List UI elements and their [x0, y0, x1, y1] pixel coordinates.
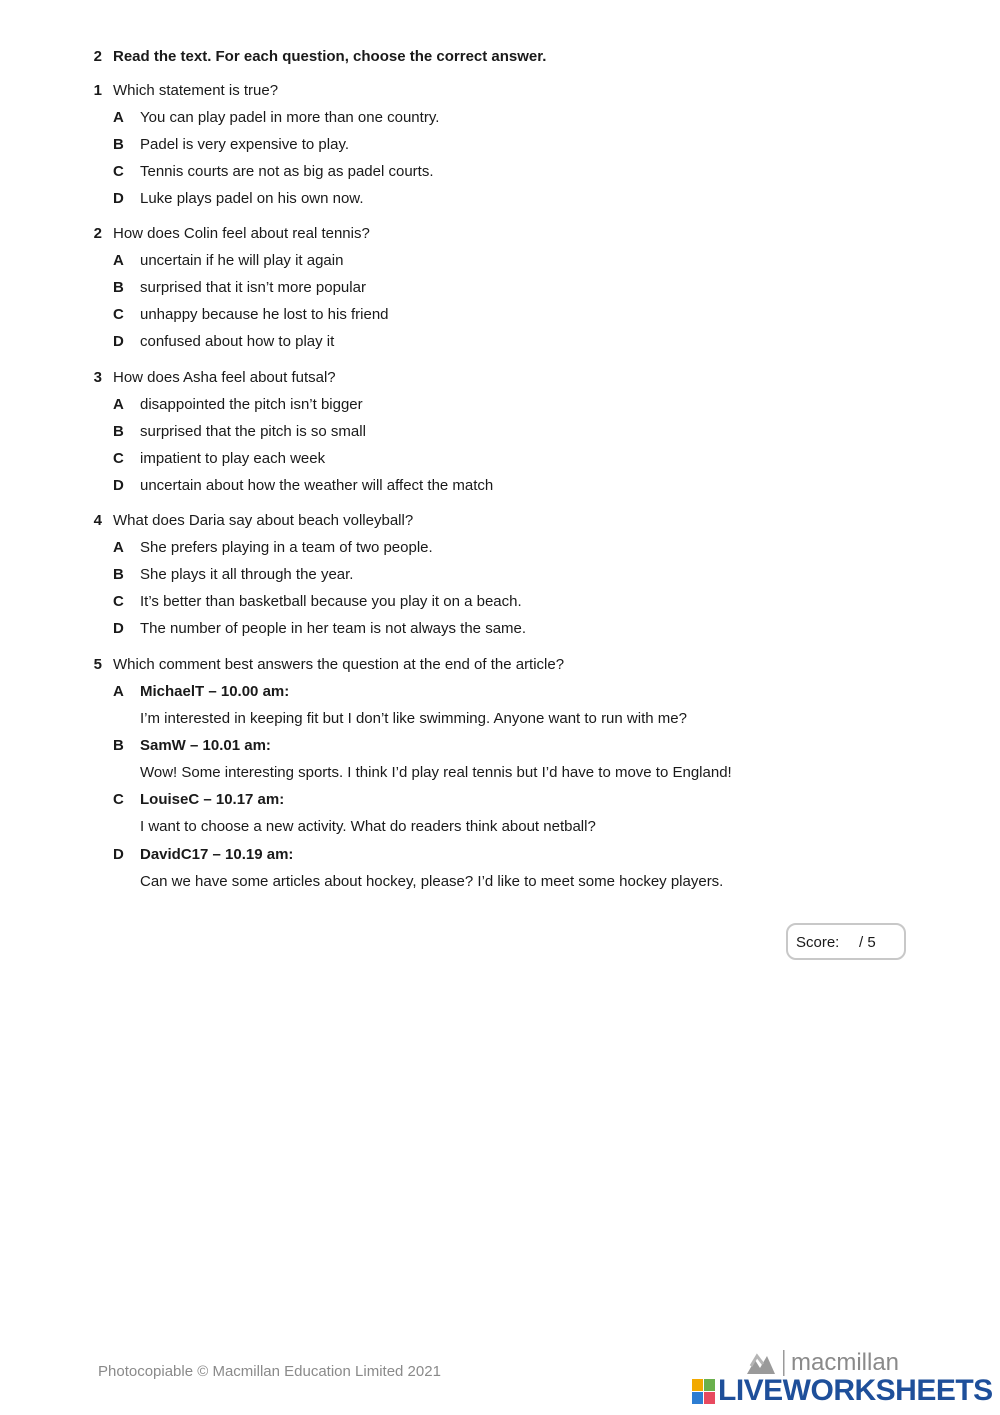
comment-text: I’m interested in keeping fit but I don’t like swimming. Anyone want to run with me? [140, 710, 687, 727]
question-number: 5 [93, 656, 102, 673]
option-letter: B [113, 279, 124, 296]
score-total: / 5 [859, 934, 876, 951]
comment-author: LouiseC – 10.17 am: [140, 791, 285, 808]
option-text: Tennis courts are not as big as padel courts. [140, 163, 434, 180]
option-letter: A [113, 539, 124, 556]
option-letter: A [113, 683, 124, 700]
option-letter: B [113, 566, 124, 583]
option-text: surprised that the pitch is so small [140, 423, 366, 440]
option-letter: A [113, 252, 124, 269]
option-letter: B [113, 423, 124, 440]
option-letter: D [113, 846, 124, 863]
option-text: Padel is very expensive to play. [140, 136, 349, 153]
option-text: surprised that it isn’t more popular [140, 279, 366, 296]
option-letter: D [113, 620, 124, 637]
option-letter: D [113, 333, 124, 350]
option-text: uncertain if he will play it again [140, 252, 344, 269]
option-text: uncertain about how the weather will affect the match [140, 477, 494, 494]
comment-text: Wow! Some interesting sports. I think I’d play real tennis but I’d have to move to England! [140, 764, 732, 781]
option-letter: B [113, 737, 124, 754]
exercise-instruction: Read the text. For each question, choose the correct answer. [113, 48, 547, 65]
option-letter: C [113, 450, 124, 467]
question-text: What does Daria say about beach volleyball? [113, 512, 414, 529]
score-label: Score: [796, 934, 840, 951]
comment-author: DavidC17 – 10.19 am: [140, 846, 294, 863]
liveworksheets-text: LIVEWORKSHEETS [718, 1374, 993, 1407]
question-text: How does Asha feel about futsal? [113, 369, 336, 386]
option-letter: D [113, 190, 124, 207]
question-number: 2 [93, 225, 102, 242]
option-letter: A [113, 396, 124, 413]
option-letter: A [113, 109, 124, 126]
option-text: unhappy because he lost to his friend [140, 306, 389, 323]
option-letter: C [113, 791, 124, 808]
option-text: She plays it all through the year. [140, 566, 354, 583]
exercise-number: 2 [93, 48, 102, 65]
comment-author: SamW – 10.01 am: [140, 737, 271, 754]
option-text: She prefers playing in a team of two people. [140, 539, 433, 556]
question-text: How does Colin feel about real tennis? [113, 225, 370, 242]
liveworksheets-watermark [692, 1374, 992, 1408]
question-text: Which comment best answers the question at the end of the article? [113, 656, 565, 673]
score-box [786, 923, 906, 960]
question-number: 4 [93, 512, 102, 529]
option-text: You can play padel in more than one country. [140, 109, 440, 126]
question-number: 3 [93, 369, 102, 386]
option-letter: C [113, 593, 124, 610]
option-text: Luke plays padel on his own now. [140, 190, 364, 207]
liveworksheets-blocks-icon [692, 1379, 716, 1405]
footer-copyright: Photocopiable © Macmillan Education Limited 2021 [98, 1363, 441, 1380]
comment-text: Can we have some articles about hockey, please? I’d like to meet some hockey players. [140, 873, 724, 890]
option-text: The number of people in her team is not always the same. [140, 620, 527, 637]
option-letter: D [113, 477, 124, 494]
comment-text: I want to choose a new activity. What do readers think about netball? [140, 818, 596, 835]
comment-author: MichaelT – 10.00 am: [140, 683, 290, 700]
question-text: Which statement is true? [113, 82, 279, 99]
question-number: 1 [93, 82, 102, 99]
option-letter: C [113, 163, 124, 180]
svg-text:macmillan: macmillan [791, 1349, 900, 1376]
option-letter: B [113, 136, 124, 153]
option-text: disappointed the pitch isn’t bigger [140, 396, 363, 413]
option-text: confused about how to play it [140, 333, 335, 350]
option-text: impatient to play each week [140, 450, 326, 467]
option-letter: C [113, 306, 124, 323]
option-text: It’s better than basketball because you play it on a beach. [140, 593, 522, 610]
